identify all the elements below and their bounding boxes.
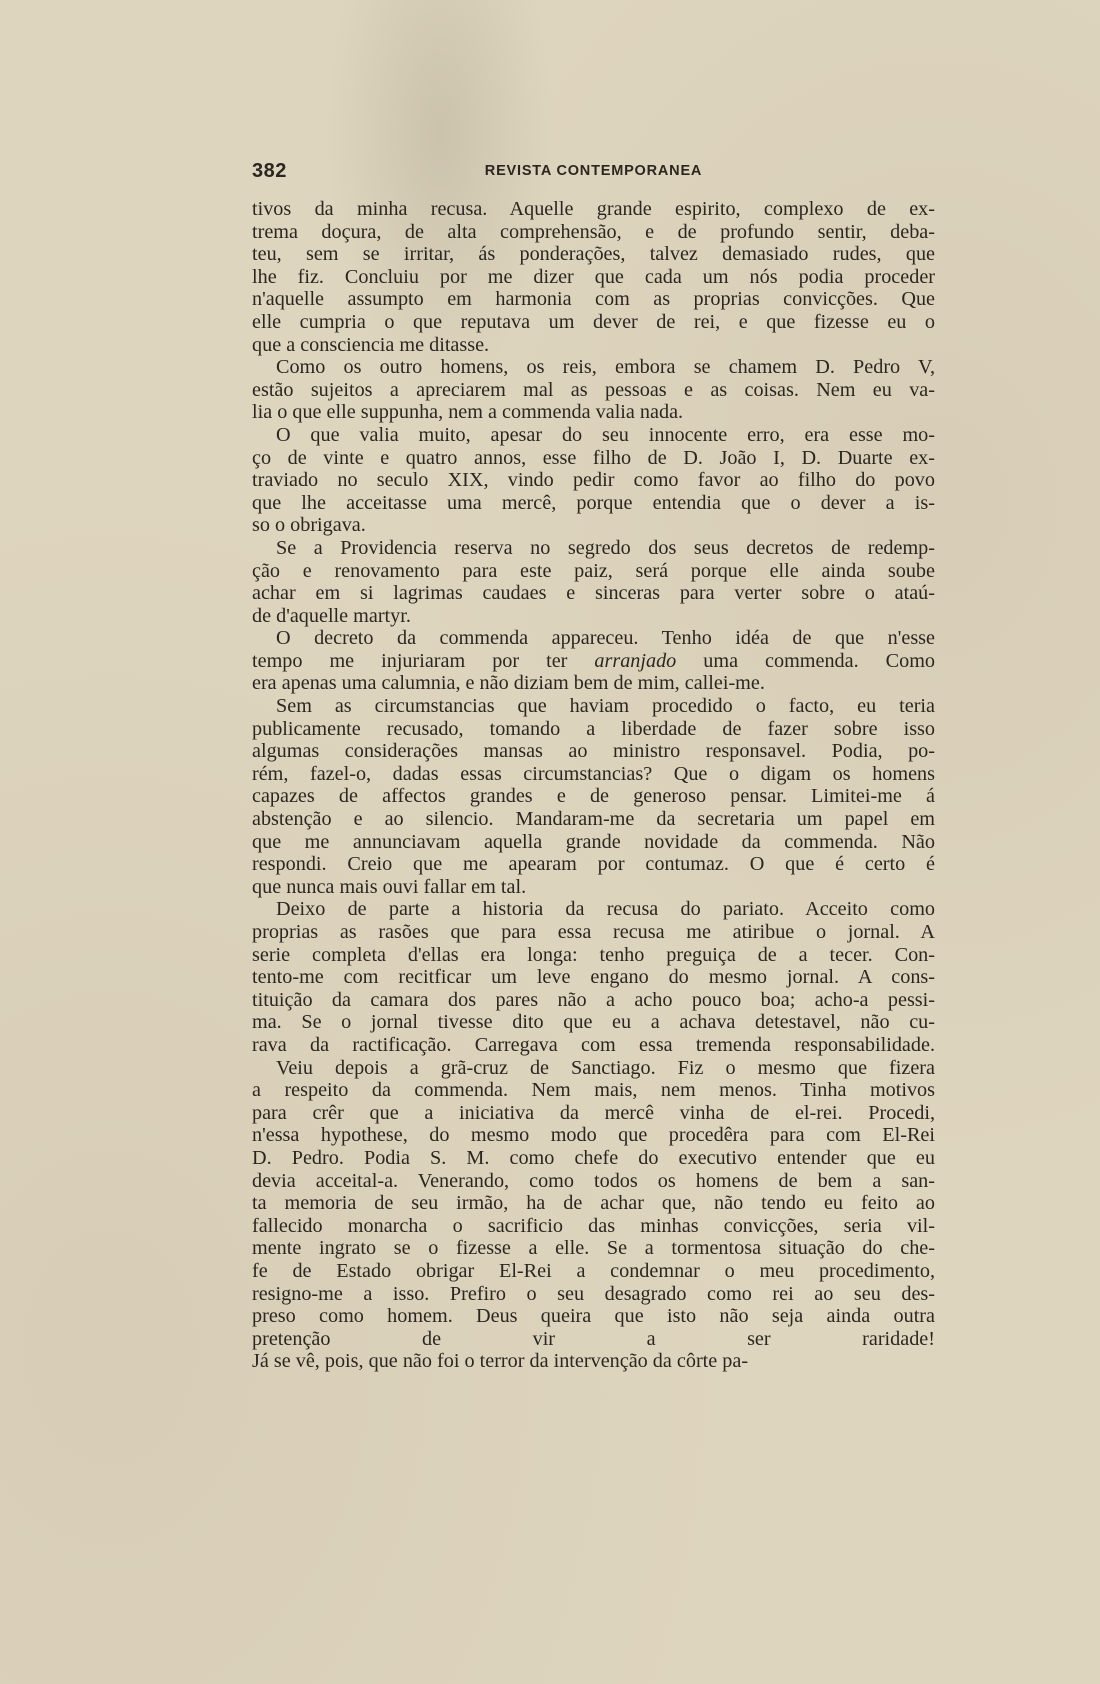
text-line: n'essa hypothese, do mesmo modo que procedêra para com El-Rei [252,1124,935,1147]
text-line: rava da ractificação. Carregava com essa tremenda responsabilidade. [252,1033,935,1056]
text-line: fe de Estado obrigar El-Rei a condemnar o meu procedimento, [252,1259,935,1282]
text-line: tento-me com recitficar um leve engano do mesmo jornal. A cons- [252,966,935,989]
text-line: capazes de affectos grandes e de generoso pensar. Limitei-me á [252,785,935,808]
text-line: ção e renovamento para este paiz, será porque elle ainda soube [252,559,935,582]
body-text [252,198,935,1395]
text-line: so o obrigava. [252,514,366,537]
text-line: teu, sem se irritar, ás ponderações, talvez demasiado rudes, que [252,243,935,266]
text-line: algumas considerações mansas ao ministro responsavel. Podia, po- [252,740,935,763]
text-line: elle cumpria o que reputava um dever de rei, e que fizesse eu o [252,310,935,333]
text-line: O decreto da commenda appareceu. Tenho idéa de que n'esse [276,627,935,650]
text-line: fallecido monarcha o sacrificio das minhas convicções, seria vil- [252,1214,935,1237]
text-line: Veiu depois a grã-cruz de Sanctiago. Fiz o mesmo que fizera [276,1056,935,1079]
page-number: 382 [252,160,287,182]
text-line: respondi. Creio que me apearam por contumaz. O que é certo é [252,853,935,876]
text-line: trema doçura, de alta comprehensão, e de profundo sentir, deba- [252,220,935,243]
text-line: ço de vinte e quatro annos, esse filho de D. João I, D. Duarte ex- [252,446,935,469]
page-header [252,160,935,184]
text-line: lhe fiz. Concluiu por me dizer que cada um nós podia proceder [252,265,935,288]
text-line: a respeito da commenda. Nem mais, nem menos. Tinha motivos [252,1079,935,1102]
text-line: abstenção e ao silencio. Mandaram-me da secretaria um papel em [252,808,935,831]
text-line: para crêr que a iniciativa da mercê vinha de el-rei. Procedi, [252,1101,935,1124]
text-line: serie completa d'ellas era longa: tenho preguiça de a tecer. Con- [252,943,935,966]
text-fragment: uma commenda. Como [703,649,935,672]
text-line: Como os outro homens, os reis, embora se chamem D. Pedro V, [276,356,935,379]
text-line: Deixo de parte a historia da recusa do pariato. Acceito como [276,898,935,921]
text-line: ma. Se o jornal tivesse dito que eu a achava detestavel, não cu- [252,1011,935,1034]
text-line: lia o que elle suppunha, nem a commenda valia nada. [252,401,684,424]
text-line: Sem as circumstancias que haviam procedido o facto, eu teria [276,695,935,718]
text-line: rém, fazel-o, dadas essas circumstancias? Que o digam os homens [252,762,935,785]
text-line: achar em si lagrimas caudaes e sinceras para verter sobre o ataú- [252,582,935,605]
book-page [252,160,935,1660]
running-head: REVISTA CONTEMPORANEA [484,163,703,179]
text-line: devia acceital-a. Venerando, como todos os homens de bem a san- [252,1169,935,1192]
text-line: Se a Providencia reserva no segredo dos seus decretos de redemp- [276,536,935,559]
text-line: mente ingrato se o fizesse a elle. Se a tormentosa situação do che- [252,1237,935,1260]
text-line: ta memoria de seu irmão, ha de achar que, não tendo eu feito ao [252,1192,935,1215]
text-line: preso como homem. Deus queira que isto não seja ainda outra [252,1305,935,1328]
text-line-mixed [252,650,935,673]
text-line: tivos da minha recusa. Aquelle grande espirito, complexo de ex- [252,198,935,220]
text-line: que a consciencia me ditasse. [252,333,490,356]
text-line [252,1373,935,1396]
text-line: de d'aquelle martyr. [252,604,411,627]
text-line: tituição da camara dos pares não a acho pouco boa; acho-a pessi- [252,988,935,1011]
text-line: traviado no seculo XIX, vindo pedir como favor ao filho do povo [252,469,935,492]
text-fragment: tempo me injuriaram por ter [252,649,568,672]
text-line: O que valia muito, apesar do seu innocente erro, era esse mo- [276,423,935,446]
text-line: proprias as rasões que para essa recusa me atiribue o jornal. A [252,921,935,943]
text-line: que me annunciavam aquella grande novidade da commenda. Não [252,830,935,853]
text-line: D. Pedro. Podia S. M. como chefe do executivo entender que eu [252,1146,935,1169]
text-line: n'aquelle assumpto em harmonia com as proprias convicções. Que [252,288,935,311]
text-line: estão sujeitos a apreciarem mal as pessoas e as coisas. Nem eu va- [252,378,935,401]
text-line: publicamente recusado, tomando a liberdade de fazer sobre isso [252,717,935,740]
text-line: que lhe acceitasse uma mercê, porque entendia que o dever a is- [252,491,935,514]
text-line: era apenas uma calumnia, e não diziam bem de mim, callei-me. [252,672,765,695]
text-line: pretenção de vir a ser raridade! [252,1327,935,1350]
italic-word: arranjado [594,649,677,672]
text-line: resigno-me a isso. Prefiro o seu desagrado como rei ao seu des- [252,1282,935,1305]
text-line: que nunca mais ouvi fallar em tal. [252,875,527,898]
text-line: Já se vê, pois, que não foi o terror da intervenção da côrte pa- [252,1350,749,1373]
